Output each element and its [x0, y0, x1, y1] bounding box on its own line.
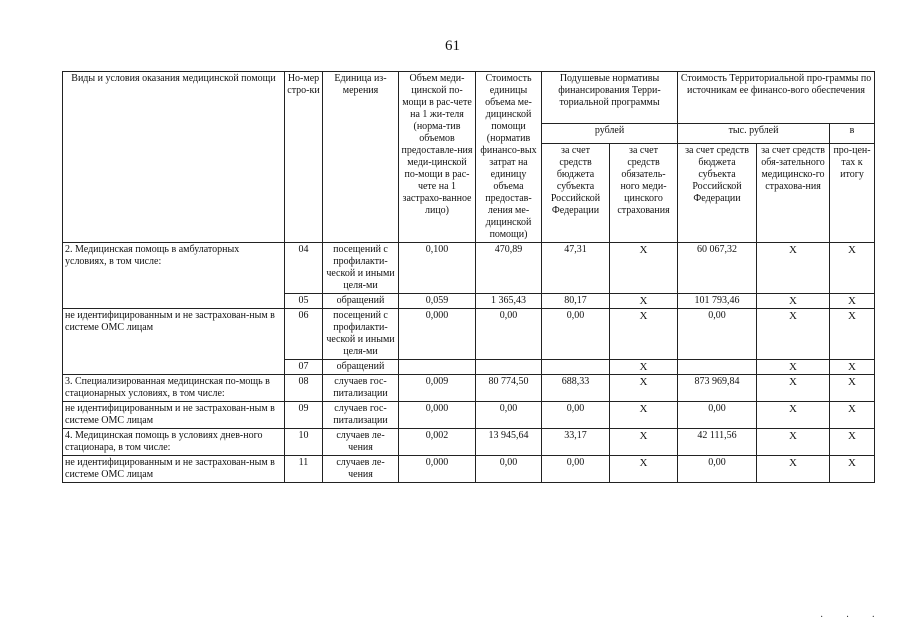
- row-volume: 0,000: [399, 402, 476, 429]
- row-cost: 13 945,64: [476, 429, 542, 456]
- row-pc-budget: 0,00: [542, 402, 610, 429]
- table-row: [63, 456, 875, 483]
- table-row: [63, 402, 875, 429]
- table-row: [63, 429, 875, 456]
- row-sum-budget: 873 969,84: [678, 375, 757, 402]
- header-rubles: рублей: [542, 123, 678, 143]
- row-pc-budget: [542, 360, 610, 375]
- row-pc-budget: 688,33: [542, 375, 610, 402]
- row-number: 05: [285, 294, 323, 309]
- header-program-cost: Стоимость Территориальной про-граммы по источникам ее финансо-вого обеспечения: [678, 72, 875, 124]
- row-name: не идентифицированным и не застрахован-ным в системе ОМС лицам: [63, 309, 285, 375]
- row-sum-oms: Х: [757, 429, 830, 456]
- row-unit: обращений: [323, 360, 399, 375]
- row-number: 04: [285, 243, 323, 294]
- row-pc-budget: 0,00: [542, 309, 610, 360]
- row-cost: 0,00: [476, 456, 542, 483]
- row-volume: 0,000: [399, 309, 476, 360]
- row-number: 11: [285, 456, 323, 483]
- header-percent: про-цен-тах к итогу: [830, 143, 875, 242]
- header-unit: Единица из-мерения: [323, 72, 399, 243]
- header-per-capita: Подушевые нормативы финансирования Терри-ториальной программы: [542, 72, 678, 124]
- row-unit: случаев ле-чения: [323, 429, 399, 456]
- row-cost: [476, 360, 542, 375]
- header-thousand-rubles: тыс. рублей: [678, 123, 830, 143]
- row-pct: Х: [830, 456, 875, 483]
- table-row: [63, 243, 875, 294]
- row-volume: [399, 360, 476, 375]
- row-number: 10: [285, 429, 323, 456]
- row-unit: случаев гос-питализации: [323, 375, 399, 402]
- row-pc-oms: Х: [610, 429, 678, 456]
- row-sum-budget: 0,00: [678, 402, 757, 429]
- header-sum-budget: за счет средств бюджета субъекта Российской Федерации: [678, 143, 757, 242]
- row-sum-oms: Х: [757, 243, 830, 294]
- row-pc-oms: Х: [610, 360, 678, 375]
- row-number: 09: [285, 402, 323, 429]
- row-sum-oms: Х: [757, 402, 830, 429]
- row-pc-oms: Х: [610, 309, 678, 360]
- header-row-number: Но-мер стро-ки: [285, 72, 323, 243]
- row-sum-budget: [678, 360, 757, 375]
- header-volume: Объем меди-цинской по-мощи в рас-чете на 1 жи-теля (норма-тив объемов предоставле-ния меди-цинской по-мощи в рас-чете на 1 застрахо-ванное лицо): [399, 72, 476, 243]
- row-volume: 0,002: [399, 429, 476, 456]
- header-types: Виды и условия оказания медицинской помощи: [63, 72, 285, 243]
- row-number: 06: [285, 309, 323, 360]
- row-name: не идентифицированным и не застрахован-ным в системе ОМС лицам: [63, 456, 285, 483]
- row-sum-budget: 101 793,46: [678, 294, 757, 309]
- row-pc-oms: Х: [610, 402, 678, 429]
- row-sum-budget: 60 067,32: [678, 243, 757, 294]
- row-cost: 0,00: [476, 309, 542, 360]
- row-name: 3. Специализированная медицинская по-мощь в стационарных условиях, в том числе:: [63, 375, 285, 402]
- row-pc-oms: Х: [610, 243, 678, 294]
- row-unit: посещений с профилакти-ческой и иными целя-ми: [323, 309, 399, 360]
- header-sum-oms: за счет средств обя-зательного медицинско-го страхова-ния: [757, 143, 830, 242]
- row-sum-oms: Х: [757, 456, 830, 483]
- row-sum-oms: Х: [757, 360, 830, 375]
- row-pct: Х: [830, 243, 875, 294]
- table-row: [63, 309, 875, 360]
- row-number: 07: [285, 360, 323, 375]
- row-volume: 0,059: [399, 294, 476, 309]
- row-unit: посещений с профилакти-ческой и иными целя-ми: [323, 243, 399, 294]
- header-in: в: [830, 123, 875, 143]
- row-volume: 0,100: [399, 243, 476, 294]
- row-name: 4. Медицинская помощь в условиях днев-ного стационара, в том числе:: [63, 429, 285, 456]
- row-unit: случаев ле-чения: [323, 456, 399, 483]
- row-pc-oms: Х: [610, 294, 678, 309]
- row-name: 2. Медицинская помощь в амбулаторных условиях, в том числе:: [63, 243, 285, 309]
- row-name: не идентифицированным и не застрахован-ным в системе ОМС лицам: [63, 402, 285, 429]
- row-pct: Х: [830, 294, 875, 309]
- row-pct: Х: [830, 309, 875, 360]
- row-cost: 0,00: [476, 402, 542, 429]
- row-pct: Х: [830, 360, 875, 375]
- row-pc-oms: Х: [610, 456, 678, 483]
- row-pc-budget: 80,17: [542, 294, 610, 309]
- row-sum-budget: 0,00: [678, 309, 757, 360]
- row-number: 08: [285, 375, 323, 402]
- row-sum-oms: Х: [757, 375, 830, 402]
- financing-table: [62, 71, 875, 483]
- row-cost: 470,89: [476, 243, 542, 294]
- header-pc-oms: за счет средств обязатель-ного меди-цинского страхования: [610, 143, 678, 242]
- row-sum-budget: 42 111,56: [678, 429, 757, 456]
- row-pc-oms: Х: [610, 375, 678, 402]
- scan-specks: · · ·: [820, 612, 885, 623]
- row-unit: случаев гос-питализации: [323, 402, 399, 429]
- row-sum-budget: 0,00: [678, 456, 757, 483]
- row-pct: Х: [830, 402, 875, 429]
- row-pct: Х: [830, 429, 875, 456]
- row-pc-budget: 47,31: [542, 243, 610, 294]
- row-pc-budget: 33,17: [542, 429, 610, 456]
- row-cost: 1 365,43: [476, 294, 542, 309]
- table-row: [63, 375, 875, 402]
- row-sum-oms: Х: [757, 294, 830, 309]
- row-pc-budget: 0,00: [542, 456, 610, 483]
- row-pct: Х: [830, 375, 875, 402]
- row-volume: 0,000: [399, 456, 476, 483]
- row-volume: 0,009: [399, 375, 476, 402]
- row-unit: обращений: [323, 294, 399, 309]
- row-sum-oms: Х: [757, 309, 830, 360]
- row-cost: 80 774,50: [476, 375, 542, 402]
- header-unit-cost: Стоимость единицы объема ме-дицинской помощи (норматив финансо-вых затрат на единицу объема предостав-ления ме-дицинской помощи): [476, 72, 542, 243]
- page-number: 61: [445, 38, 460, 54]
- header-pc-budget: за счет средств бюджета субъекта Российской Федерации: [542, 143, 610, 242]
